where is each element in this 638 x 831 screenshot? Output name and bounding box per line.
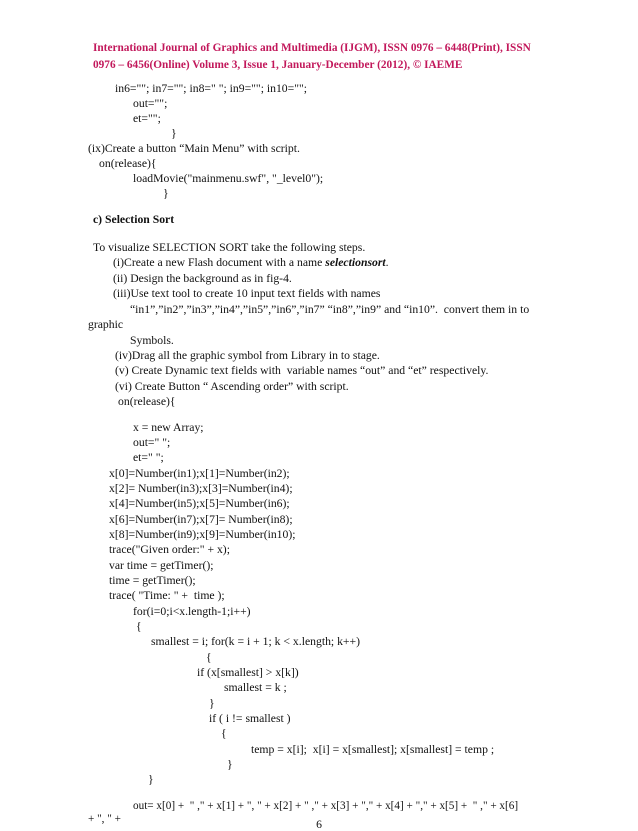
- step-text: (ii) Design the background as in fig-4.: [113, 272, 292, 285]
- code-line: + ", " +: [88, 813, 121, 825]
- page-number: 6: [316, 818, 322, 831]
- code-line: if (x[smallest] > x[k]): [197, 666, 299, 679]
- code-line: time = getTimer();: [109, 574, 196, 587]
- code-line: smallest = i; for(k = i + 1; k < x.length; k++): [151, 635, 360, 648]
- journal-header-line-2: 0976 – 6456(Online) Volume 3, Issue 1, January-December (2012), © IAEME: [93, 59, 463, 71]
- step-text: (vi) Create Button “ Ascending order” with script.: [115, 380, 349, 393]
- code-line: et="";: [133, 112, 161, 125]
- journal-header: [93, 40, 553, 74]
- step-text: (ix)Create a button “Main Menu” with script.: [88, 142, 300, 155]
- code-line: trace("Given order:" + x);: [109, 543, 230, 556]
- code-line: x[6]=Number(in7);x[7]= Number(in8);: [109, 513, 293, 526]
- code-line: for(i=0;i<x.length-1;i++): [133, 605, 251, 618]
- code-line: {: [221, 727, 227, 740]
- code-line: x[0]=Number(in1);x[1]=Number(in2);: [109, 467, 290, 480]
- code-line: et=" ";: [133, 451, 164, 464]
- step-text: (iv)Drag all the graphic symbol from Library in to stage.: [115, 349, 380, 362]
- step-text: “in1”,”in2”,”in3”,”in4”,”in5”,”in6”,”in7” “in8”,”in9” and “in10”. convert them in to: [130, 303, 530, 316]
- code-line: {: [206, 651, 212, 664]
- code-line: }: [163, 187, 169, 200]
- code-line: {: [136, 620, 142, 633]
- code-line: x[8]=Number(in9);x[9]=Number(in10);: [109, 528, 296, 541]
- document-name: selectionsort: [325, 256, 386, 269]
- code-line: if ( i != smallest ): [209, 712, 291, 725]
- code-line: x = new Array;: [133, 421, 204, 434]
- code-line: on(release){: [118, 395, 176, 408]
- paragraph-text: To visualize SELECTION SORT take the following steps.: [93, 241, 366, 254]
- code-line: }: [148, 773, 154, 786]
- code-line: trace( "Time: " + time );: [109, 589, 225, 602]
- code-line: }: [209, 697, 215, 710]
- code-line: }: [171, 127, 177, 140]
- section-heading: c) Selection Sort: [93, 213, 175, 226]
- code-line: on(release){: [99, 157, 157, 170]
- step-text: graphic: [88, 318, 124, 331]
- code-line: }: [227, 758, 233, 771]
- code-line: out=" ";: [133, 436, 171, 449]
- step-text: (iii)Use text tool to create 10 input text fields with names: [113, 287, 381, 300]
- step-text: (i)Create a new Flash document with a name selectionsort.: [113, 256, 389, 269]
- step-text: (v) Create Dynamic text fields with variable names “out” and “et” respectively.: [115, 364, 489, 377]
- journal-header-line-1: International Journal of Graphics and Multimedia (IJGM), ISSN 0976 – 6448(Print), ISSN: [93, 42, 531, 54]
- code-line: temp = x[i]; x[i] = x[smallest]; x[smallest] = temp ;: [251, 743, 495, 756]
- code-line: smallest = k ;: [224, 681, 287, 694]
- code-line: x[2]= Number(in3);x[3]=Number(in4);: [109, 482, 293, 495]
- code-line: var time = getTimer();: [109, 559, 214, 572]
- code-line: out="";: [133, 97, 168, 110]
- code-line: x[4]=Number(in5);x[5]=Number(in6);: [109, 497, 290, 510]
- code-line: in6=""; in7=""; in8=" "; in9=""; in10="";: [115, 82, 308, 95]
- step-text: Symbols.: [130, 334, 174, 347]
- code-line: loadMovie("mainmenu.swf", "_level0");: [133, 172, 324, 185]
- code-line: out= x[0] + " ," + x[1] + ", " + x[2] + " ," + x[3] + "," + x[4] + "," + x[5] + " ," + x[6]: [133, 800, 519, 812]
